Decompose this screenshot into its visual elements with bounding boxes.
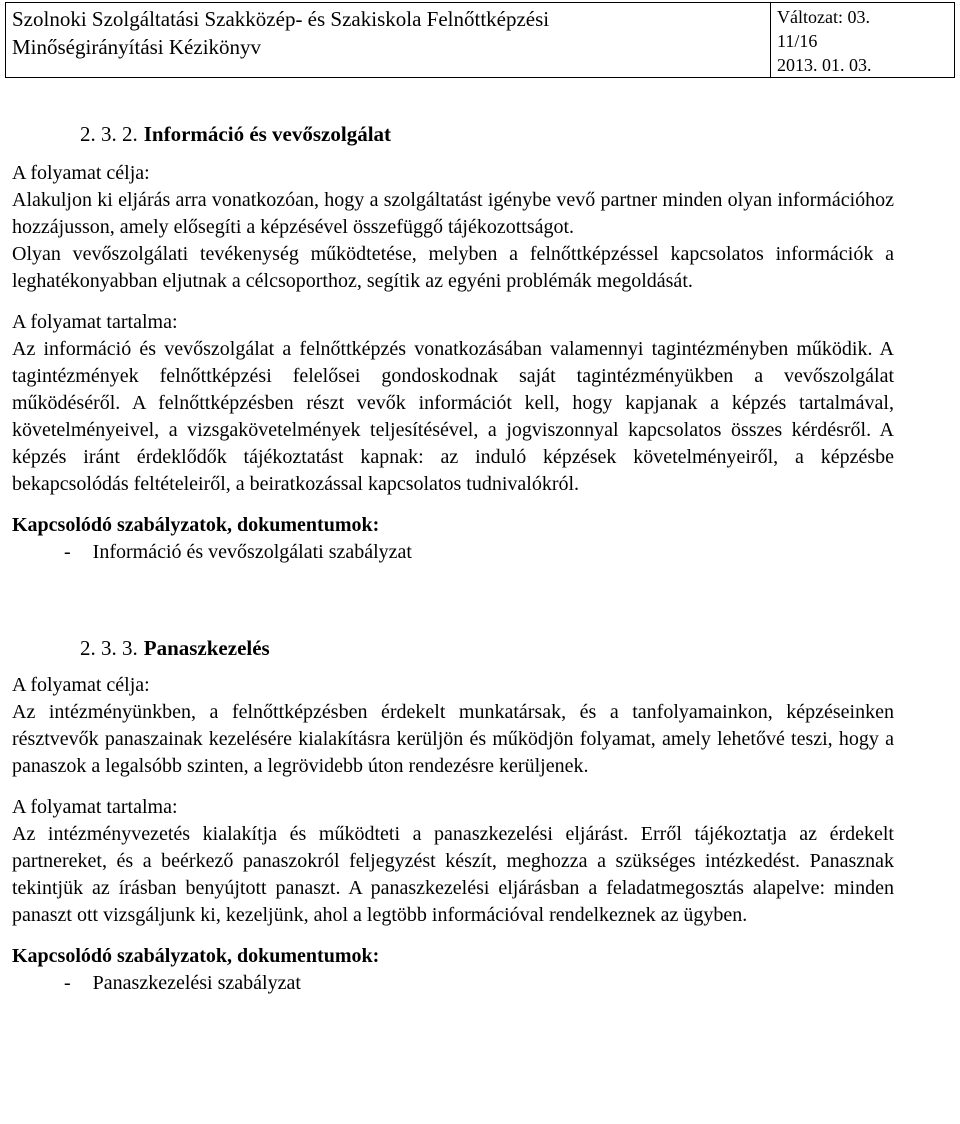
document-header <box>5 2 955 78</box>
section-number: 2. 3. 3. <box>80 636 138 660</box>
list-dash: - <box>64 541 71 563</box>
header-title-line2: Minőségirányítási Kézikönyv <box>12 35 262 59</box>
goal-paragraph: Alakuljon ki eljárás arra vonatkozóan, hogy a szolgáltatást igénybe vevő partner minden olyan információhoz hozzájusson, amely elősegíti a képzésével összefüggő tájékozottságot. <box>12 189 894 238</box>
related-docs-label: Kapcsolódó szabályzatok, dokumentumok: <box>12 945 380 967</box>
list-dash: - <box>64 972 71 994</box>
section-title: Panaszkezelés <box>143 636 270 660</box>
content-label: A folyamat tartalma: <box>12 796 178 818</box>
related-doc-name: Panaszkezelési szabályzat <box>92 972 301 994</box>
related-doc-name: Információ és vevőszolgálati szabályzat <box>92 541 412 563</box>
header-title-cell <box>6 3 771 78</box>
section-heading-complaints <box>80 634 894 662</box>
section-heading-info-service <box>80 120 894 148</box>
goal-label: A folyamat célja: <box>12 162 150 184</box>
header-meta-cell <box>771 3 955 78</box>
goal-label: A folyamat célja: <box>12 674 150 696</box>
header-version: Változat: 03. <box>777 7 870 27</box>
related-doc-item <box>64 970 894 997</box>
goal-paragraph: Az intézményünkben, a felnőttképzésben érdekelt munkatársak, és a tanfolyamainkon, képzéseinken résztvevők panaszainak kezelésére kialakításra kerüljön és működjön folyamat, amely lehetővé teszi, hogy a panaszok a legalsóbb szinten, a legrövidebb úton rendezésre kerüljenek. <box>12 701 894 777</box>
section-number: 2. 3. 2. <box>80 122 138 146</box>
goal-paragraph: Olyan vevőszolgálati tevékenység működtetése, melyben a felnőttképzéssel kapcsolatos információk a leghatékonyabban eljutnak a célcsoporthoz, segítik az egyéni problémák megoldását. <box>12 243 894 292</box>
header-page-number: 11/16 <box>777 31 818 51</box>
page-body <box>12 120 894 997</box>
related-docs-label: Kapcsolódó szabályzatok, dokumentumok: <box>12 514 380 536</box>
related-doc-item <box>64 539 894 566</box>
header-date: 2013. 01. 03. <box>777 55 872 75</box>
header-title-line1: Szolnoki Szolgáltatási Szakközép- és Szakiskola Felnőttképzési <box>12 7 550 31</box>
content-paragraph: Az intézményvezetés kialakítja és működteti a panaszkezelési eljárást. Erről tájékoztatja az érdekelt partnereket, és a beérkező panaszokról feljegyzést készít, meghozza a szükséges intézkedést. Panasznak tekintjük az írásban benyújtott panaszt. A panaszkezelési eljárásban a feladatmegosztás alapelve: minden panaszt ott vizsgáljunk ki, kezeljünk, ahol a legtöbb információval rendelkeznek az ügyben. <box>12 823 894 926</box>
content-paragraph: Az információ és vevőszolgálat a felnőttképzés vonatkozásában valamennyi tagintézményben működik. A tagintézmények felnőttképzési felelősei gondoskodnak saját tagintézményükben a vevőszolgálat működéséről. A felnőttképzésben részt vevők információt kell, hogy kapjanak a képzés tartalmával, követelményeivel, a vizsgakövetelmények teljesítésével, a jogviszonnyal kapcsolatos összes kérdésről. A képzés iránt érdeklődők tájékoztatást kapnak: az induló képzések követelményeiről, a képzésbe bekapcsolódás feltételeiről, a beiratkozással kapcsolatos tudnivalókról. <box>12 338 894 495</box>
content-label: A folyamat tartalma: <box>12 311 178 333</box>
section-title: Információ és vevőszolgálat <box>143 122 392 146</box>
